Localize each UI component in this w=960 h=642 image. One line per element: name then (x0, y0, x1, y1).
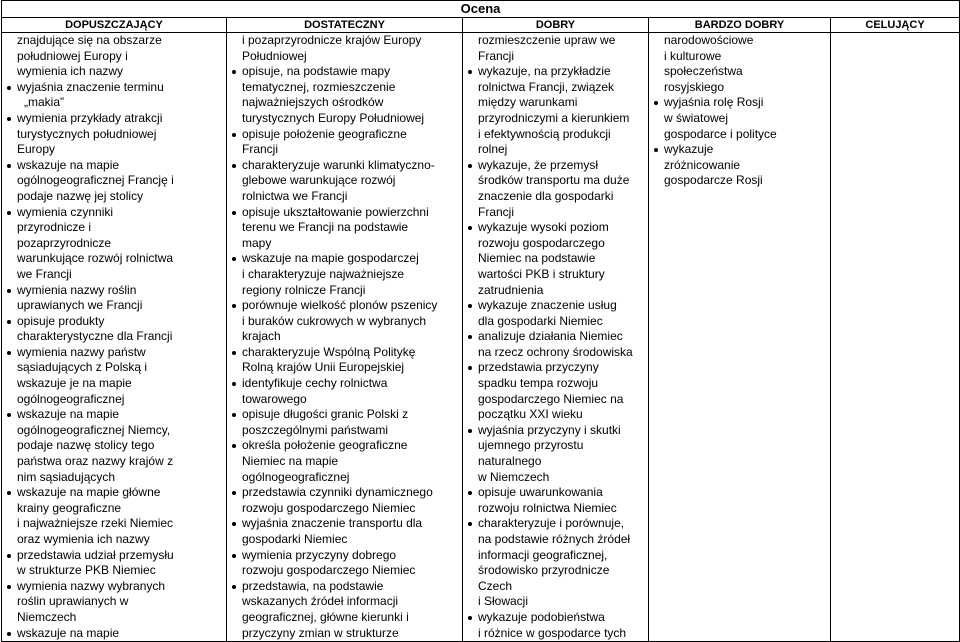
criterion-line: rolnictwa Francji, związek (478, 79, 615, 94)
criterion-item: wskazuje na mapie (2, 626, 226, 642)
criterion-item: wymienia przyczyny dobrego (227, 548, 462, 564)
column-dopuszczajacy (2, 33, 227, 642)
criterion-line: spadku tempa rozwoju (478, 376, 599, 391)
criterion-line: gospodarce i polityce (664, 126, 777, 141)
criterion-line: Niemczech (17, 609, 77, 624)
column-bardzo-dobry (649, 33, 831, 642)
criterion-line: przyczyny zmian w strukturze (242, 625, 399, 640)
criterion-line: towarowego (242, 391, 307, 406)
criterion-item: wykazuje, że przemysł (463, 158, 648, 174)
criterion-line: najważniejszych ośrodków (242, 95, 384, 110)
criterion-line: poszczególnymi państwami (242, 422, 389, 437)
criterion-line: Rolną krajów Unii Europejskiej (242, 360, 405, 375)
criterion-line: i kulturowe (664, 48, 722, 63)
criterion-line: i najważniejsze rzeki Niemiec (17, 516, 174, 531)
criterion-line: ujemnego przyrostu (478, 438, 584, 453)
criterion-line: Francji (242, 142, 279, 157)
criterion-line: rolnictwa we Francji (242, 188, 348, 203)
criterion-item: wskazuje na mapie główne (2, 485, 226, 501)
criterion-line: glebowe warunkujące rozwój (242, 173, 396, 188)
table-title: Ocena (2, 1, 960, 18)
header-dobry: DOBRY (463, 18, 649, 33)
criterion-line: gospodarcze Rosji (664, 173, 763, 188)
criterion-line: tematycznej, rozmieszczenie (242, 79, 396, 94)
criterion-item: wykazuje, na przykładzie (463, 64, 648, 80)
criterion-line: w strukturze PKB Niemiec (17, 563, 156, 578)
header-dostateczny: DOSTATECZNY (227, 18, 463, 33)
criterion-item: wykazuje podobieństwa (463, 610, 648, 626)
criterion-line: rozwoju gospodarczego Niemiec (242, 563, 416, 578)
criterion-line: i efektywnością produkcji (478, 126, 611, 141)
criterion-line: wskazanych źródeł informacji (242, 594, 399, 609)
criterion-line: charakterystyczne dla Francji (17, 329, 173, 344)
criterion-line: południowej Europy i (17, 48, 128, 63)
criterion-line: na podstawie różnych źródeł (478, 532, 631, 546)
criterion-line: Niemiec na mapie (242, 454, 339, 469)
criterion-line: terenu we Francji na podstawie (242, 220, 409, 235)
criterion-item: określa położenie geograficzne (227, 438, 462, 454)
criterion-line: krajach (242, 329, 281, 344)
criterion-item: przedstawia, na podstawie (227, 579, 462, 595)
criterion-line: ogólnogeograficznej (242, 469, 350, 484)
criterion-item: wykazuje (649, 142, 830, 158)
criterion-line: turystycznych Europy Południowej (242, 110, 425, 125)
criterion-line: ogólnogeograficznej Niemcy, (17, 422, 171, 437)
criterion-item: charakteryzuje Wspólną Politykę (227, 345, 462, 361)
criterion-item: wyjaśnia znaczenie terminu (2, 80, 226, 96)
criterion-line: mapy (242, 235, 272, 250)
criterion-line: środowisko przyrodnicze (478, 563, 610, 578)
criterion-line: przyrodniczymi a kierunkiem (478, 110, 630, 125)
criterion-line: sąsiadujących z Polską i (17, 360, 148, 375)
criterion-line: Francji (478, 204, 515, 219)
criterion-line: Francji (478, 48, 515, 63)
criterion-item: identyfikuje cechy rolnictwa (227, 376, 462, 392)
criterion-line: społeczeństwa (664, 64, 743, 79)
criterion-line: na rzecz ochrony środowiska (478, 344, 633, 359)
criterion-line: rolnej (478, 142, 508, 157)
criterion-line: regiony rolnicze Francji (242, 282, 366, 297)
criterion-item: przedstawia czynniki dynamicznego (227, 485, 462, 501)
criterion-line: przyrodnicze i (17, 220, 92, 235)
criterion-item: wymienia nazwy państw (2, 345, 226, 361)
criterion-item: wymienia nazwy wybranych (2, 579, 226, 595)
criterion-item: wykazuje znaczenie usług (463, 298, 648, 314)
criterion-line: we Francji (17, 266, 72, 281)
criterion-item: wskazuje na mapie (2, 158, 226, 174)
criterion-line: wymienia ich nazwy (17, 64, 124, 79)
criterion-line: rozwoju rolnictwa Niemiec (478, 500, 617, 515)
criterion-line: rozwoju gospodarczego Niemiec (242, 500, 416, 515)
criterion-line: „makia” (24, 95, 65, 110)
criterion-line: oraz wymienia ich nazwy (17, 532, 150, 546)
criterion-line: ogólnogeograficznej (17, 391, 125, 406)
criterion-item: opisuje ukształtowanie powierzchni (227, 205, 462, 221)
criterion-item: wskazuje na mapie (2, 407, 226, 423)
criterion-line: w światowej (664, 110, 729, 125)
criterion-line: pozaprzyrodnicze (17, 235, 112, 250)
criterion-line: i pozaprzyrodnicze krajów Europy (242, 33, 422, 47)
criterion-line: Czech (478, 578, 513, 593)
criterion-item: charakteryzuje warunki klimatyczno- (227, 158, 462, 174)
criterion-line: naturalnego (478, 454, 542, 469)
criterion-line: uprawianych we Francji (17, 298, 143, 313)
criterion-item: wskazuje na mapie gospodarczej (227, 251, 462, 267)
criterion-line: gospodarczego Niemiec na (478, 391, 624, 406)
header-bardzo-dobry: BARDZO DOBRY (649, 18, 831, 33)
criterion-line: gospodarki Niemiec (242, 532, 348, 546)
criterion-line: Europy (17, 142, 56, 157)
criterion-item: wyjaśnia znaczenie transportu dla (227, 516, 462, 532)
column-celujacy (831, 33, 960, 642)
criterion-line: znaczenie dla gospodarki (478, 188, 614, 203)
criterion-line: i buraków cukrowych w wybranych (242, 313, 427, 328)
header-dopuszczajacy: DOPUSZCZAJĄCY (2, 18, 227, 33)
criterion-item: opisuje produkty (2, 314, 226, 330)
criterion-line: geograficznej, główne kierunki i (242, 609, 409, 624)
criterion-line: między warunkami (478, 95, 578, 110)
criterion-item: opisuje, na podstawie mapy (227, 64, 462, 80)
criterion-line: nim sąsiadujących (17, 469, 116, 484)
criterion-item: wykazuje wysoki poziom (463, 220, 648, 236)
criterion-line: zatrudnienia (478, 282, 544, 297)
criterion-line: początku XXI wieku (478, 407, 583, 422)
criterion-line: i Słowacji (478, 594, 529, 609)
column-dostateczny (227, 33, 463, 642)
criterion-item: przedstawia przyczyny (463, 360, 648, 376)
criterion-line: rozwoju gospodarczego (478, 235, 605, 250)
criterion-item: wyjaśnia rolę Rosji (649, 95, 830, 111)
criterion-line: środków transportu ma duże (478, 173, 630, 188)
criterion-item: przedstawia udział przemysłu (2, 548, 226, 564)
criterion-line: rozmieszczenie upraw we (478, 33, 616, 47)
criterion-item: opisuje położenie geograficzne (227, 127, 462, 143)
criterion-item: analizuje działania Niemiec (463, 329, 648, 345)
criterion-line: w Niemczech (478, 469, 550, 484)
column-dobry (463, 33, 649, 642)
criterion-line: i charakteryzuje najważniejsze (242, 266, 405, 281)
criterion-line: ogólnogeograficznej Francję i (17, 173, 174, 188)
criterion-item: opisuje długości granic Polski z (227, 407, 462, 423)
criterion-line: i różnice w gospodarce tych (478, 625, 627, 640)
criterion-item: wymienia przykłady atrakcji (2, 111, 226, 127)
criterion-item: wyjaśnia przyczyny i skutki (463, 423, 648, 439)
criterion-line: roślin uprawianych w (17, 594, 129, 609)
criterion-line: krainy geograficzne (17, 500, 122, 515)
criterion-line: wartości PKB i struktury (478, 266, 605, 281)
criterion-line: Południowej (242, 48, 307, 63)
header-celujacy: CELUJĄCY (831, 18, 960, 33)
criterion-line: rosyjskiego (664, 79, 725, 94)
criterion-line: dla gospodarki Niemiec (478, 313, 603, 328)
criterion-line: narodowościowe (664, 33, 754, 47)
criterion-line: zróżnicowanie (664, 157, 741, 172)
criterion-item: porównuje wielkość plonów pszenicy (227, 298, 462, 314)
criterion-line: Niemiec na podstawie (478, 251, 596, 266)
criterion-item: wymienia nazwy roślin (2, 283, 226, 299)
criterion-line: podaje nazwę jej stolicy (17, 188, 144, 203)
criterion-line: wskazuje je na mapie (17, 376, 132, 391)
criterion-item: opisuje uwarunkowania (463, 485, 648, 501)
criterion-line: państwa oraz nazwy krajów z (17, 454, 174, 469)
criterion-line: warunkujące rozwój rolnictwa (17, 251, 174, 266)
criterion-line: znajdujące się na obszarze (17, 33, 162, 47)
criterion-line: podaje nazwę stolicy tego (17, 438, 155, 453)
criterion-line: turystycznych południowej (17, 126, 157, 141)
grading-table (1, 0, 960, 642)
criterion-item: charakteryzuje i porównuje, (463, 516, 648, 532)
criterion-line: informacji geograficznej, (478, 547, 608, 562)
criterion-item: wymienia czynniki (2, 205, 226, 221)
